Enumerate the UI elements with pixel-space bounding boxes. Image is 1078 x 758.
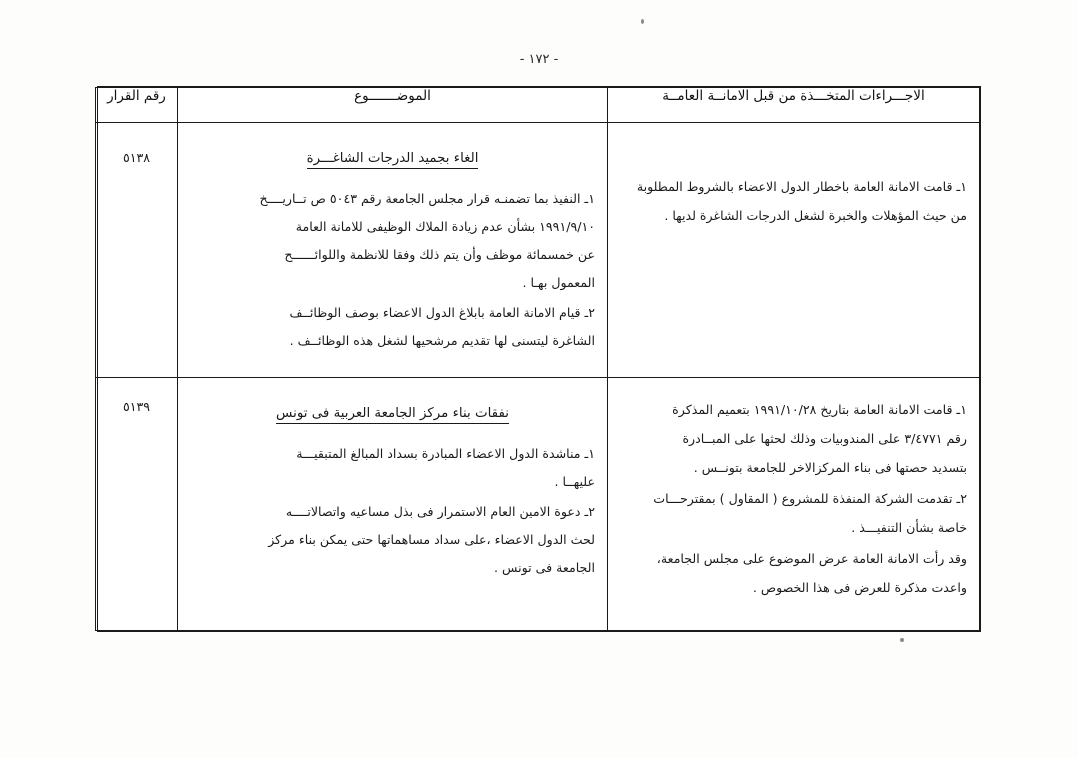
item-line: دعوة الامين العام الاستمرار فى بذل مساعيه واتصالاتــــه	[285, 504, 581, 520]
item-line: قامت الامانة العامة باخطار الدول الاعضاء بالشروط المطلوبة	[636, 179, 953, 194]
decision-number-cell	[96, 123, 178, 378]
subject-item	[190, 441, 595, 495]
item-line: المعمول بهـا .	[522, 274, 595, 290]
item-lead: ١ـ	[956, 402, 967, 417]
item-line: الشاغرة ليتسنى لها تقديم مرشحيها لشغل هذه الوظائــف .	[289, 332, 595, 348]
item-line: ١٩٩١/٩/١٠ بشأن عدم زيادة الملاك الوظيفى للامانة العامة	[295, 219, 595, 235]
item-line: قامت الامانة العامة بتاريخ ١٩٩١/١٠/٢٨ بتعميم المذكرة	[672, 402, 953, 417]
subject-item	[190, 186, 595, 295]
table-row	[96, 378, 980, 631]
item-line: عليهــا .	[554, 474, 595, 490]
item-line: النفيذ بما تضمنـه قرار مجلس الجامعة رقم ٥٠٤٣ ص تــاريــــخ	[259, 191, 581, 207]
decisions-table	[97, 86, 981, 632]
item-line: من حيث المؤهلات والخبرة لشغل الدرجات الشاغرة لديها .	[664, 208, 967, 224]
item-lead: ١ـ	[956, 179, 967, 194]
scan-speck	[900, 638, 904, 642]
decision-number: ٥١٣٩	[122, 399, 151, 414]
subject-cell	[178, 123, 608, 378]
subject-cell	[178, 378, 608, 631]
subject-title-text: نفقات بناء مركز الجامعة العربية فى تونس	[276, 406, 509, 424]
subject-title	[190, 145, 595, 172]
column-header-actions: الاجـــراءات المتخـــذة من قبل الامانــة العامــة	[608, 88, 980, 123]
subject-title	[190, 400, 595, 427]
page-number: - ١٧٢ -	[519, 52, 559, 67]
item-line: عن خمسمائة موظف وأن يتم ذلك وفقا للانظمة واللوائــــــح	[284, 247, 595, 263]
item-line: لحث الدول الاعضاء ،على سداد مساهماتها حتى يمكن بناء مركز	[268, 531, 595, 547]
decision-number: ٥١٣٨	[122, 150, 151, 165]
action-item	[620, 173, 967, 229]
item-line: قيام الامانة العامة بابلاغ الدول الاعضاء بوصف الوظائــف	[289, 304, 581, 320]
actions-cell	[608, 123, 980, 378]
item-lead: ١ـ	[584, 191, 595, 207]
action-item	[620, 545, 967, 601]
action-item	[620, 396, 967, 481]
item-line: خاصة بشأن التنفيـــذ .	[851, 520, 967, 536]
item-line: وقد رأت الامانة العامة عرض الموضوع على مجلس الجامعة،	[656, 551, 967, 567]
item-line: مناشدة الدول الاعضاء المبادرة بسداد المبالغ المتبقيـــة	[296, 446, 581, 462]
item-lead: ١ـ	[584, 446, 595, 462]
scan-speck	[641, 19, 644, 24]
subject-title-text: الغاء بجميد الدرجات الشاغـــرة	[307, 151, 479, 169]
subject-item	[190, 300, 595, 354]
decision-number-cell	[96, 378, 178, 631]
actions-cell	[608, 378, 980, 631]
item-line: واعدت مذكرة للعرض فى هذا الخصوص .	[752, 580, 967, 596]
item-line: الجامعة فى تونس .	[494, 559, 595, 575]
item-line: بتسديد حصتها فى بناء المركزالاخر للجامعة بتونــس .	[693, 460, 967, 476]
subject-item	[190, 499, 595, 580]
item-line: رقم ٣/٤٧٧١ على المندوبيات وذلك لحثها على المبــادرة	[682, 431, 967, 447]
table-header-row	[96, 88, 980, 123]
item-lead: ٢ـ	[584, 304, 595, 320]
action-item	[620, 485, 967, 541]
item-lead: ٢ـ	[584, 504, 595, 520]
column-header-subject: الموضـــــــوع	[178, 88, 608, 123]
table-row	[96, 123, 980, 378]
item-line: تقدمت الشركة المنفذة للمشروع ( المقاول ) بمقترحـــات	[653, 491, 953, 507]
column-header-decision-number: رقم القرار	[96, 88, 178, 123]
item-lead: ٢ـ	[956, 491, 967, 507]
